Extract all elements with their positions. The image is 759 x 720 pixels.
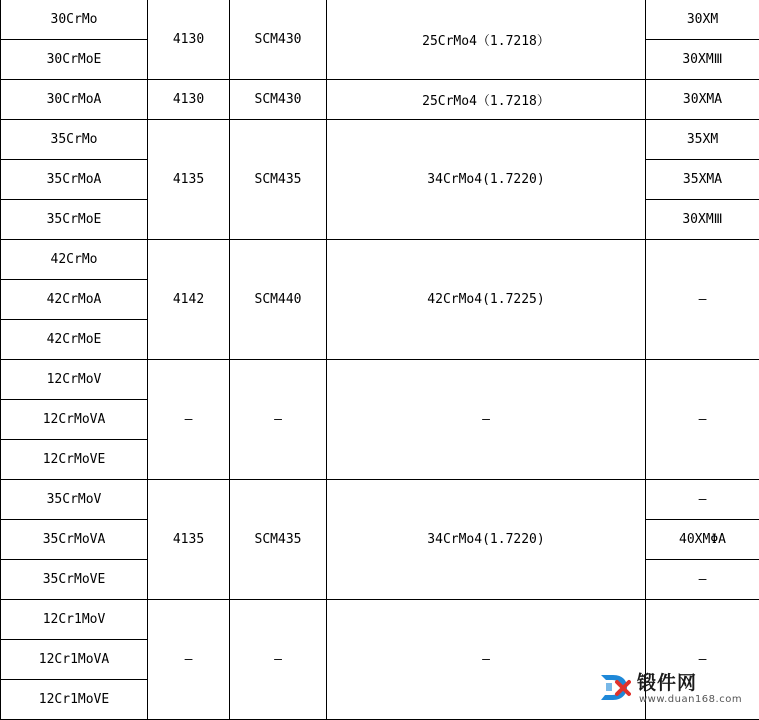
grade-table-body: [1, 0, 759, 720]
gost-grade-cell: 30XMⅢ: [646, 40, 759, 80]
aisi-grade-cell: 4130: [148, 80, 230, 120]
din-grade-cell: 25CrMo4（1.7218）: [327, 80, 646, 120]
table-row: [1, 80, 759, 120]
aisi-grade-cell: —: [148, 600, 230, 720]
din-grade-cell: 34CrMo4(1.7220): [327, 120, 646, 240]
chinese-grade-cell: 12Cr1MoV: [1, 600, 148, 640]
gost-grade-cell: 35XMA: [646, 160, 759, 200]
chinese-grade-cell: 35CrMoE: [1, 200, 148, 240]
gost-grade-cell: —: [646, 560, 759, 600]
jis-grade-cell: SCM435: [230, 480, 327, 600]
table-row: [1, 240, 759, 280]
table-row: [1, 360, 759, 400]
gost-grade-cell: 30XMA: [646, 80, 759, 120]
din-grade-cell: 34CrMo4(1.7220): [327, 480, 646, 600]
jis-grade-cell: —: [230, 600, 327, 720]
table-row: [1, 600, 759, 640]
gost-grade-cell: —: [646, 360, 759, 480]
watermark-site-url: www.duan168.com: [639, 694, 743, 705]
aisi-grade-cell: —: [148, 360, 230, 480]
aisi-grade-cell: 4135: [148, 120, 230, 240]
chinese-grade-cell: 35CrMoVE: [1, 560, 148, 600]
watermark-site-name: 锻件网: [637, 672, 698, 694]
aisi-grade-cell: 4135: [148, 480, 230, 600]
chinese-grade-cell: 12Cr1MoVA: [1, 640, 148, 680]
jis-grade-cell: —: [230, 360, 327, 480]
gost-grade-cell: 30XMⅢ: [646, 200, 759, 240]
chinese-grade-cell: 12CrMoV: [1, 360, 148, 400]
table-row: [1, 0, 759, 40]
chinese-grade-cell: 35CrMoV: [1, 480, 148, 520]
gost-grade-cell: 35XM: [646, 120, 759, 160]
jis-grade-cell: SCM430: [230, 80, 327, 120]
chinese-grade-cell: 42CrMoE: [1, 320, 148, 360]
chinese-grade-cell: 42CrMo: [1, 240, 148, 280]
din-grade-cell: 42CrMo4(1.7225): [327, 240, 646, 360]
gost-grade-cell: 30XM: [646, 0, 759, 40]
aisi-grade-cell: 4130: [148, 0, 230, 80]
chinese-grade-cell: 35CrMoVA: [1, 520, 148, 560]
table-row: [1, 120, 759, 160]
chinese-grade-cell: 30CrMoA: [1, 80, 148, 120]
chinese-grade-cell: 35CrMo: [1, 120, 148, 160]
din-grade-cell: 25CrMo4（1.7218）: [327, 0, 646, 80]
chinese-grade-cell: 12Cr1MoVE: [1, 680, 148, 720]
gost-grade-cell: 40XMΦA: [646, 520, 759, 560]
chinese-grade-cell: 12CrMoVA: [1, 400, 148, 440]
jis-grade-cell: SCM435: [230, 120, 327, 240]
gost-grade-cell: —: [646, 600, 759, 720]
chinese-grade-cell: 12CrMoVE: [1, 440, 148, 480]
table-row: [1, 480, 759, 520]
din-grade-cell: —: [327, 360, 646, 480]
gost-grade-cell: —: [646, 480, 759, 520]
din-grade-cell: —: [327, 600, 646, 720]
chinese-grade-cell: 42CrMoA: [1, 280, 148, 320]
jis-grade-cell: SCM430: [230, 0, 327, 80]
chinese-grade-cell: 35CrMoA: [1, 160, 148, 200]
jis-grade-cell: SCM440: [230, 240, 327, 360]
chinese-grade-cell: 30CrMo: [1, 0, 148, 40]
aisi-grade-cell: 4142: [148, 240, 230, 360]
chinese-grade-cell: 30CrMoE: [1, 40, 148, 80]
gost-grade-cell: —: [646, 240, 759, 360]
